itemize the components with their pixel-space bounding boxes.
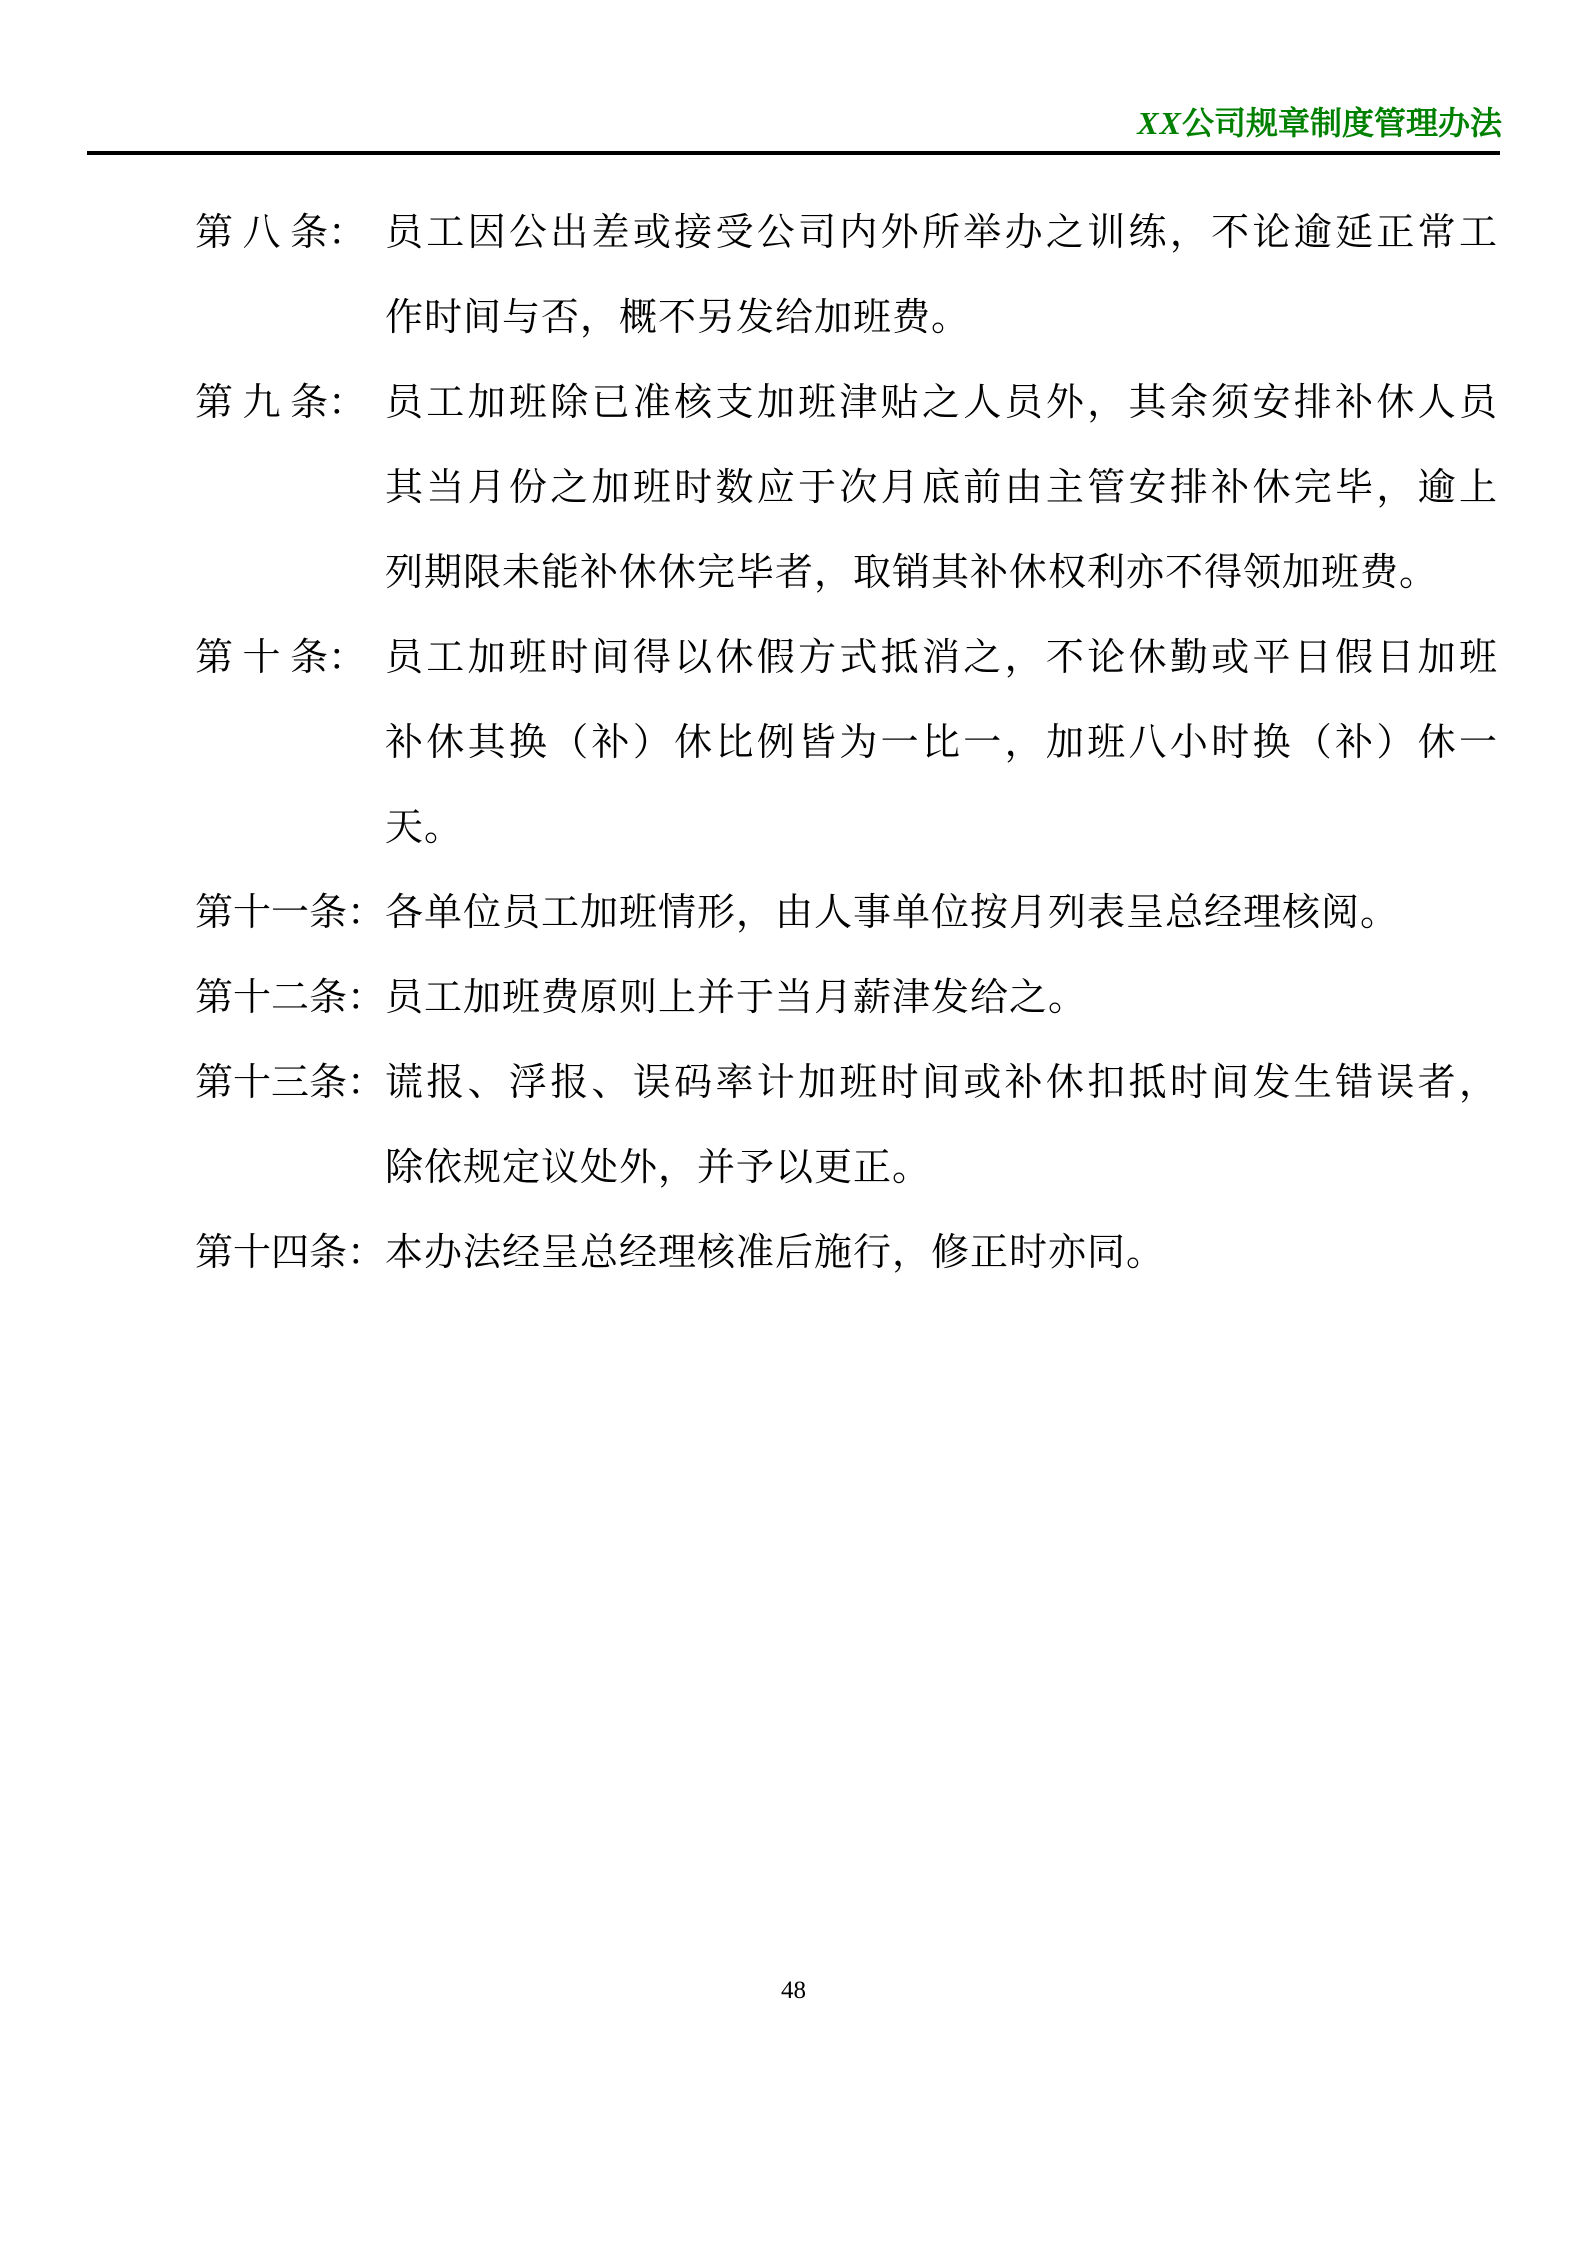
article-line: 除依规定议处外，并予以更正。 [385,1147,932,1189]
article-line: 补休其换（补）休比例皆为一比一，加班八小时换（补）休一 [385,722,1497,764]
article-number-label: 第 九 条： [195,382,367,424]
article-row-10 [195,616,1497,871]
article-line: 作时间与否，概不另发给加班费。 [385,297,971,339]
article-number-label: 第十二条： [195,977,386,1019]
article-line: 天。 [385,807,464,849]
article-row-9 [195,361,1497,616]
article-content [385,871,1497,956]
article-content [385,1211,1497,1296]
article-line: 员工加班时间得以休假方式抵消之，不论休勤或平日假日加班 [385,637,1497,679]
article-content [385,361,1497,616]
article-line: 列期限未能补休休完毕者，取销其补休权利亦不得领加班费。 [385,552,1439,594]
article-line: 员工加班费原则上并于当月薪津发给之。 [385,977,1088,1019]
article-number-label: 第十三条： [195,1062,386,1104]
article-row-13 [195,1041,1497,1211]
article-row-14 [195,1211,1497,1296]
page-footer [0,1976,1587,2006]
page-header [1137,104,1502,142]
article-content [385,1041,1497,1211]
article-content [385,191,1497,361]
article-line: 本办法经呈总经理核准后施行，修正时亦同。 [385,1232,1166,1274]
header-divider [87,151,1500,155]
article-number-label: 第 八 条： [195,212,367,254]
header-title: 公司规章制度管理办法 [1181,105,1502,141]
article-line: 员工因公出差或接受公司内外所举办之训练，不论逾延正常工 [385,212,1497,254]
article-row-8 [195,191,1497,361]
article-number-label: 第十一条： [195,892,386,934]
article-number-label: 第十四条： [195,1232,386,1274]
article-row-12 [195,956,1497,1041]
article-line: 谎报、浮报、误码率计加班时间或补休扣抵时间发生错误者， [385,1062,1497,1104]
page-number: 48 [781,1977,806,2004]
article-row-11 [195,871,1497,956]
article-content [385,956,1497,1041]
article-number-label: 第 十 条： [195,637,367,679]
header-company-prefix: XX [1137,105,1182,141]
article-line: 其当月份之加班时数应于次月底前由主管安排补休完毕，逾上 [385,467,1497,509]
article-line: 员工加班除已准核支加班津贴之人员外，其余须安排补休人员 [385,382,1497,424]
article-content [385,616,1497,871]
article-line: 各单位员工加班情形，由人事单位按月列表呈总经理核阅。 [385,892,1400,934]
document-body [195,191,1497,1296]
